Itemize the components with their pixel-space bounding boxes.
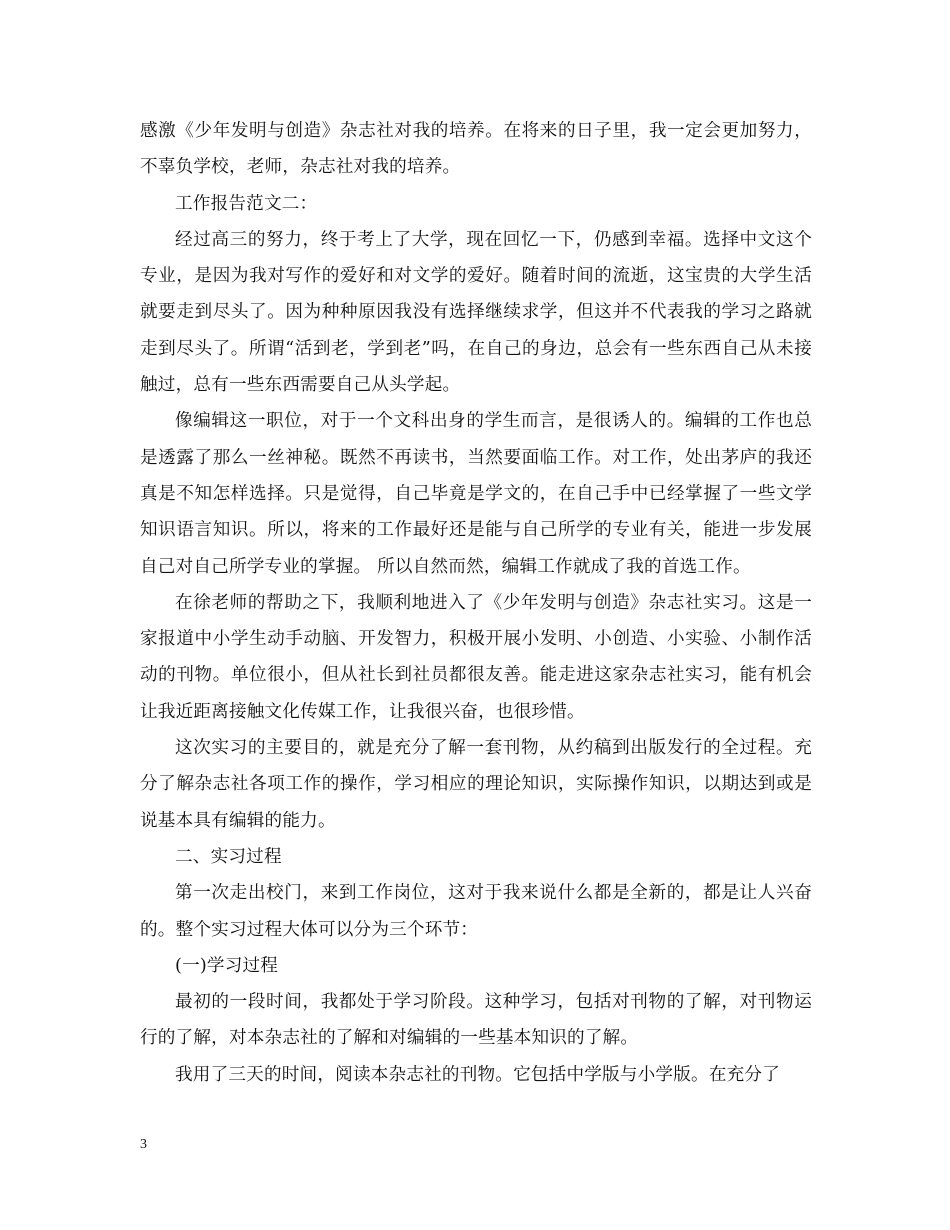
subsection-heading: (一)学习过程 <box>175 955 279 976</box>
paragraph: 这次实习的主要目的，就是充分了解一套刊物，从约稿到出版发行的全过程。充分了解杂志社各项工作的操作，学习相应的理论知识，实际操作知识，以期达到或是说基本具有编辑的能力。 <box>140 738 812 831</box>
paragraph: 我用了三天的时间，阅读本杂志社的刊物。它包括中学版与小学版。在充分了 <box>175 1064 780 1085</box>
paragraph: 感激《少年发明与创造》杂志社对我的培养。在将来的日子里，我一定会更加努力，不辜负学校，老师，杂志社对我的培养。 <box>140 121 812 178</box>
paragraph: 在徐老师的帮助之下，我顺利地进入了《少年发明与创造》杂志社实习。这是一家报道中小学生动手动脑、开发智力，积极开展小发明、小创造、小实验、小制作活动的刊物。单位很小，但从社长到社员都很友善。能走进这家杂志社实习，能有机会让我近距离接触文化传媒工作，让我很兴奋，也很珍惜。 <box>140 592 812 722</box>
section-heading: 工作报告范文二： <box>175 193 318 214</box>
page-number: 3 <box>140 1137 147 1152</box>
section-heading: 二、实习过程 <box>175 846 282 867</box>
paragraph: 最初的一段时间，我都处于学习阶段。这种学习，包括对刊物的了解，对刊物运行的了解，对本杂志社的了解和对编辑的一些基本知识的了解。 <box>140 992 812 1049</box>
document-body <box>140 113 812 1093</box>
paragraph: 经过高三的努力，终于考上了大学，现在回忆一下，仍感到幸福。选择中文这个专业，是因为我对写作的爱好和对文学的爱好。随着时间的流逝，这宝贵的大学生活就要走到尽头了。因为种种原因我没有选择继续求学，但这并不代表我的学习之路就走到尽头了。所谓“活到老，学到老”吗，在自己的身边，总会有一些东西自己从未接触过，总有一些东西需要自己从头学起。 <box>140 229 812 396</box>
paragraph: 像编辑这一职位，对于一个文科出身的学生而言，是很诱人的。编辑的工作也总是透露了那么一丝神秘。既然不再读书，当然要面临工作。对工作，处出茅庐的我还真是不知怎样选择。只是觉得，自己毕竟是学文的，在自己手中已经掌握了一些文学知识语言知识。所以，将来的工作最好还是能与自己所学的专业有关，能进一步发展自己对自己所学专业的掌握。 所以自然而然，编辑工作就成了我的首选工作。 <box>140 411 812 577</box>
paragraph: 第一次走出校门，来到工作岗位，这对于我来说什么都是全新的，都是让人兴奋的。整个实习过程大体可以分为三个环节： <box>140 883 812 940</box>
